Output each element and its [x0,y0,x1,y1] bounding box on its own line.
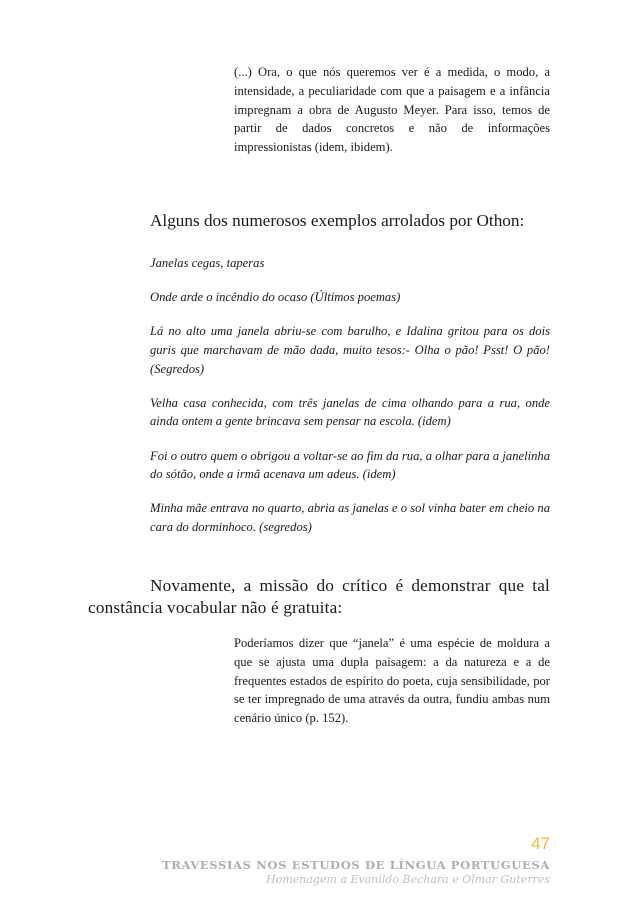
page-number: 47 [531,834,550,853]
block-quote-1: (...) Ora, o que nós queremos ver é a medida, o modo, a intensidade, a peculiaridade com que a paisagem e a infância impregnam a obra de Augusto Meyer. Para isso, temos de partir de dados concretos e não de informações impressionistas (idem, ibidem). [234,65,550,155]
example-item: Onde arde o incêndio do ocaso (Últimos poemas) [150,290,401,305]
section-heading: Alguns dos numerosos exemplos arrolados por Othon: [150,211,525,230]
example-item: Lá no alto uma janela abriu-se com barulho, e Idalina gritou para os dois guris que marchavam de mão dada, muito tesos:- Olha o pão! Psst! O pão! (Segredos) [150,324,550,376]
footer-title: TRAVESSIAS NOS ESTUDOS DE LÍNGUA PORTUGUESA [162,858,550,872]
body-paragraph: Novamente, a missão do crítico é demonstrar que tal constância vocabular não é gratuita: [88,576,550,617]
example-item: Minha mãe entrava no quarto, abria as janelas e o sol vinha bater em cheio na cara do dorminhoco. (segredos) [150,501,550,534]
examples-list [150,254,550,552]
example-item: Velha casa conhecida, com três janelas de cima olhando para a rua, onde ainda ontem a gente brincava sem pensar na escola. (idem) [150,395,550,429]
block-quote-2: Poderíamos dizer que “janela” é uma espécie de moldura a que se ajusta uma dupla paisagem: a da natureza e a de frequentes estados de espírito do poeta, cuja sensibilidade, por se ter impregnado de uma através da outra, fundiu ambas num cenário único (p. 152). [234,636,550,726]
example-item: Foi o outro quem o obrigou a voltar-se ao fim da rua, a olhar para a janelinha do sótão, onde a irmã acenava um adeus. (idem) [150,448,550,482]
example-item: Janelas cegas, taperas [150,256,265,270]
footer-subtitle: Homenagem a Evanildo Bechara e Olmar Guterres [266,873,550,886]
